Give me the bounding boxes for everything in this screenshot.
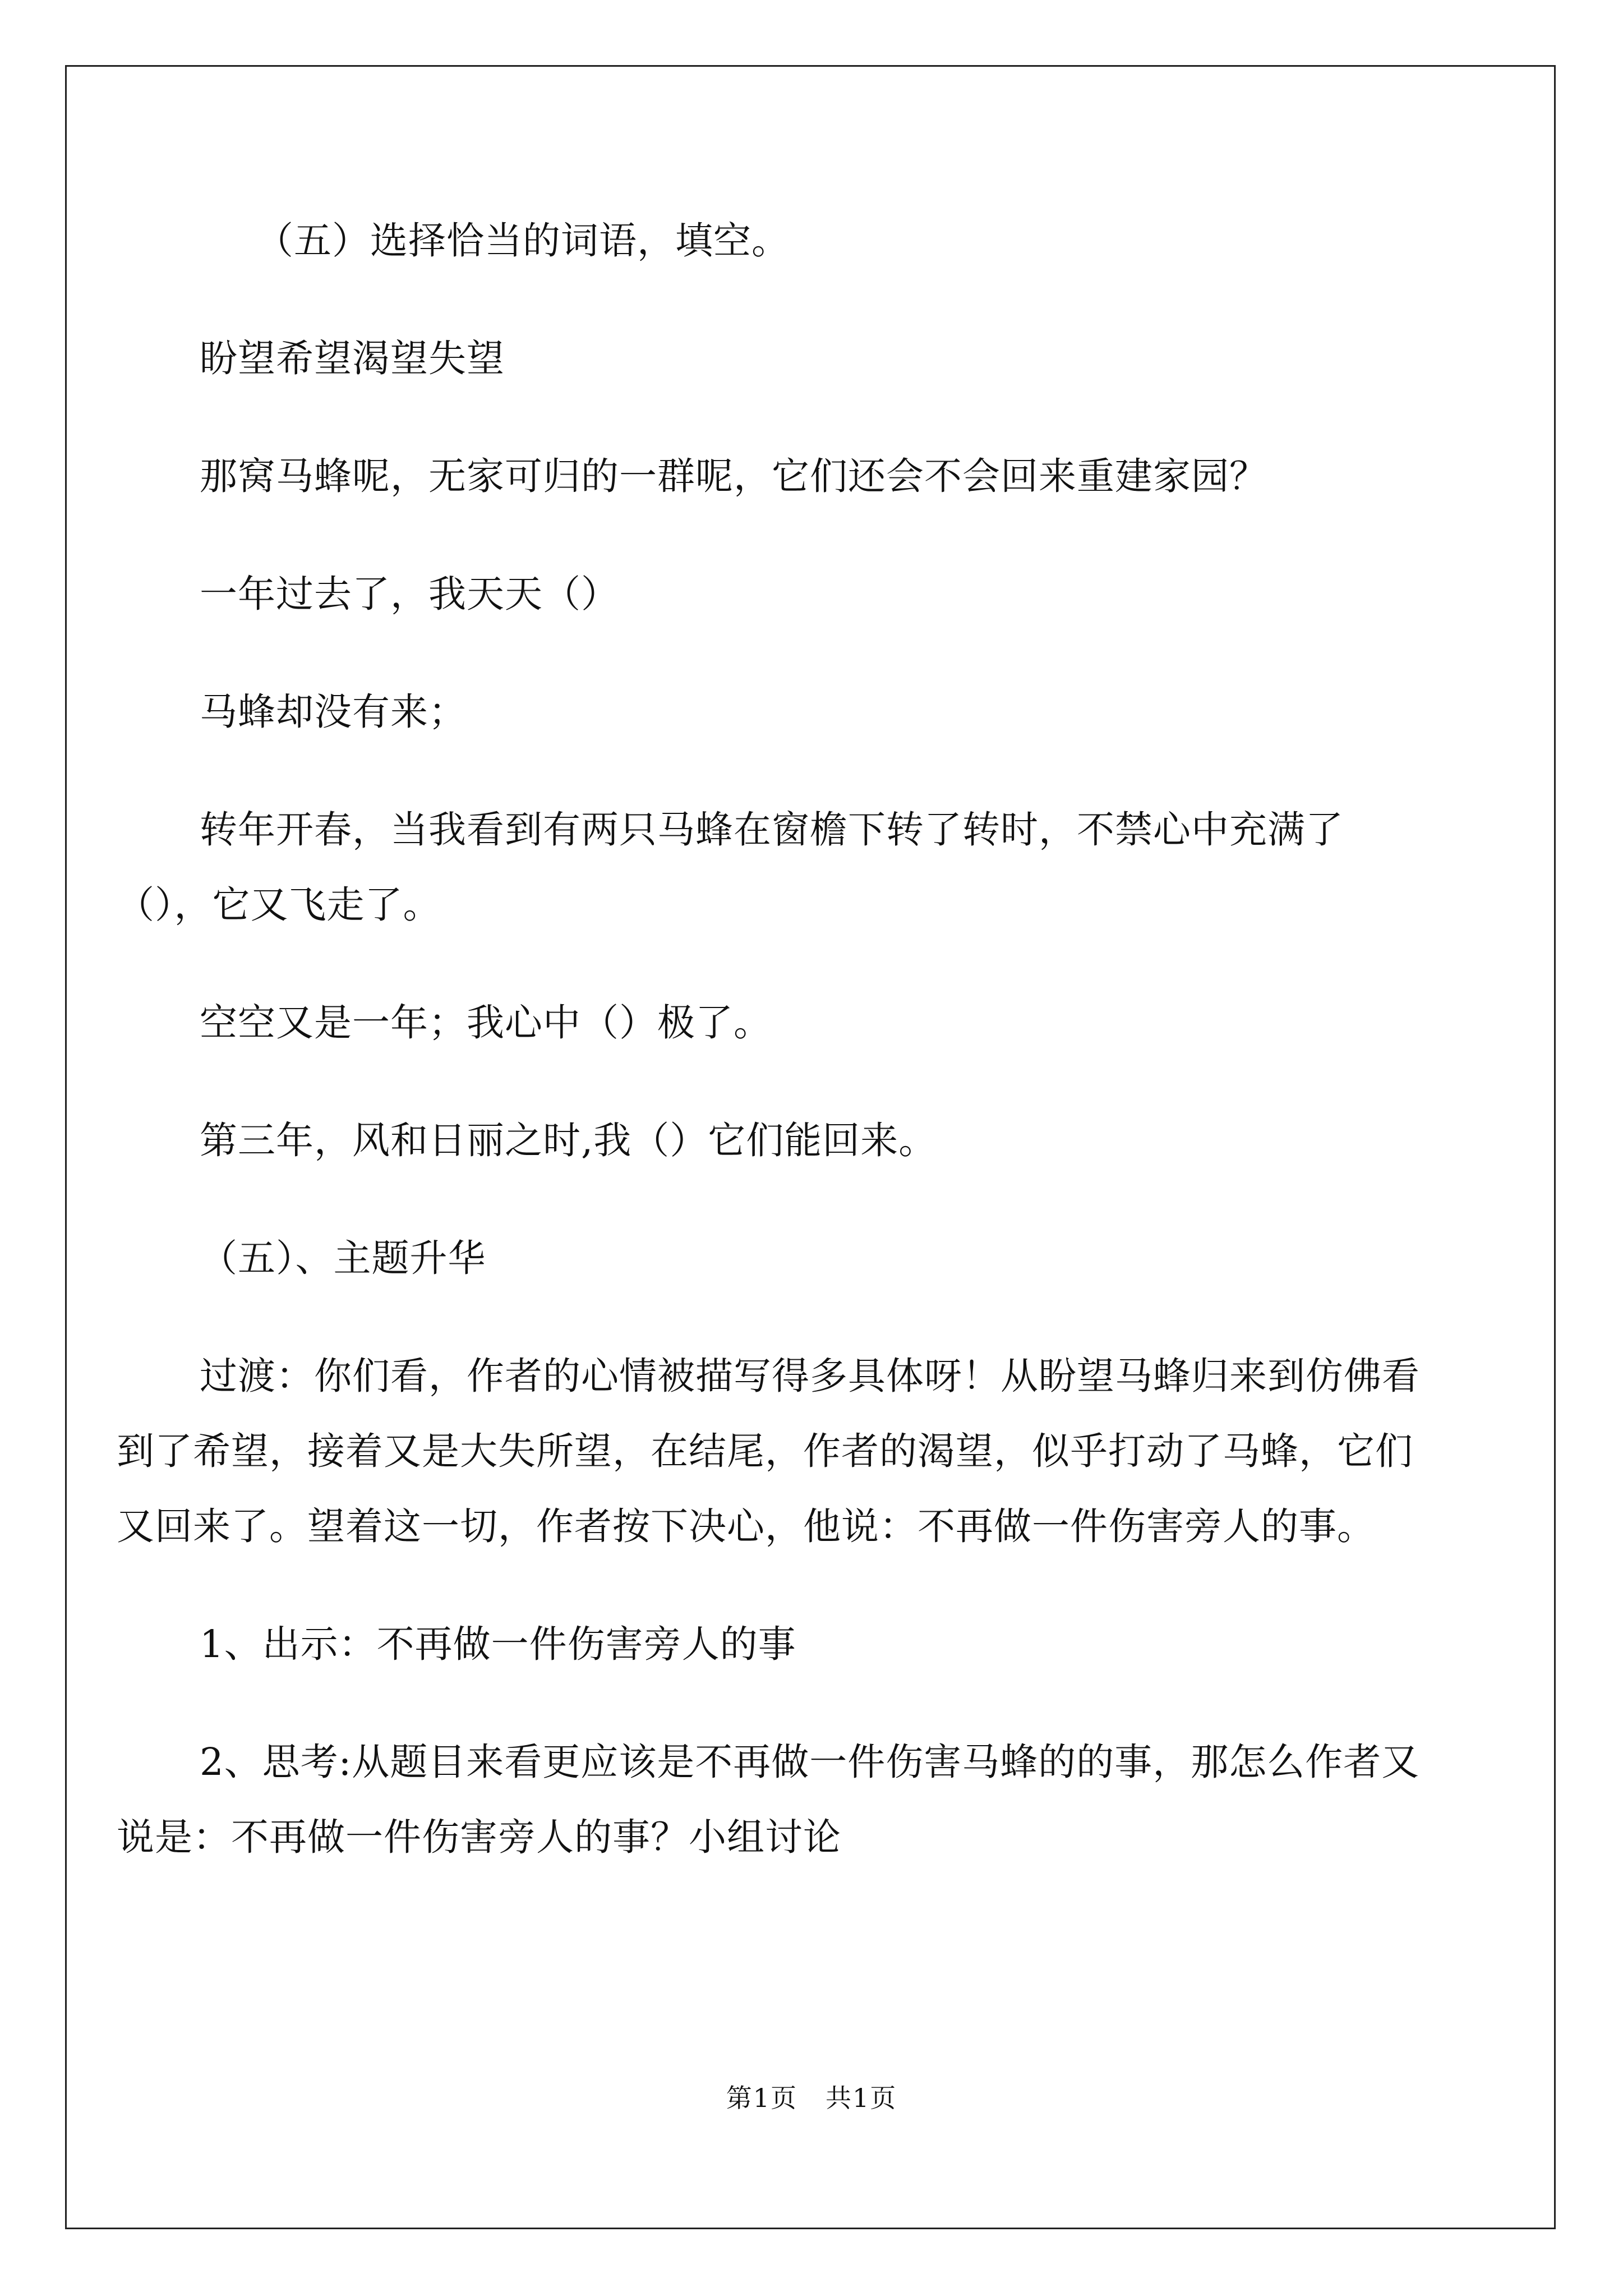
page-total: 共1页 xyxy=(826,2083,897,2113)
paragraph: 马蜂却没有来； xyxy=(200,690,467,734)
paragraph: 那窝马蜂呢，无家可归的一群呢，它们还会不会回来重建家园？ xyxy=(200,454,1267,498)
paragraph-list-item: 2、思考:从题目来看更应该是不再做一件伤害马蜂的的事，那怎么作者又说是：不再做一件伤害旁人的事？小组讨论 xyxy=(117,1740,1420,1859)
paragraph: 第三年，风和日丽之时,我（）它们能回来。 xyxy=(200,1119,937,1162)
document-body xyxy=(117,203,1428,1917)
page-footer xyxy=(0,2078,1623,2115)
paragraph-section-heading: （五）、主题升华 xyxy=(200,1236,486,1280)
paragraph-list-item: 1、出示：不再做一件伤害旁人的事 xyxy=(200,1622,796,1666)
paragraph: 一年过去了，我天天（） xyxy=(200,572,619,616)
page-number: 第1页 xyxy=(726,2083,797,2113)
paragraph: 过渡：你们看，作者的心情被描写得多具体呀！从盼望马蜂归来到仿佛看到了希望，接着又是大失所望，在结尾，作者的渴望，似乎打动了马蜂，它们又回来了。望着这一切，作者按下决心，他说：不再做一件伤害旁人的事。 xyxy=(117,1354,1420,1548)
paragraph-section-heading: （五）选择恰当的词语，填空。 xyxy=(256,219,790,263)
paragraph: 空空又是一年；我心中（）极了。 xyxy=(200,1001,772,1045)
paragraph: 转年开春，当我看到有两只马蜂在窗檐下转了转时，不禁心中充满了（），它又飞走了。 xyxy=(117,808,1344,927)
paragraph-word-choices: 盼望希望渴望失望 xyxy=(200,337,505,380)
